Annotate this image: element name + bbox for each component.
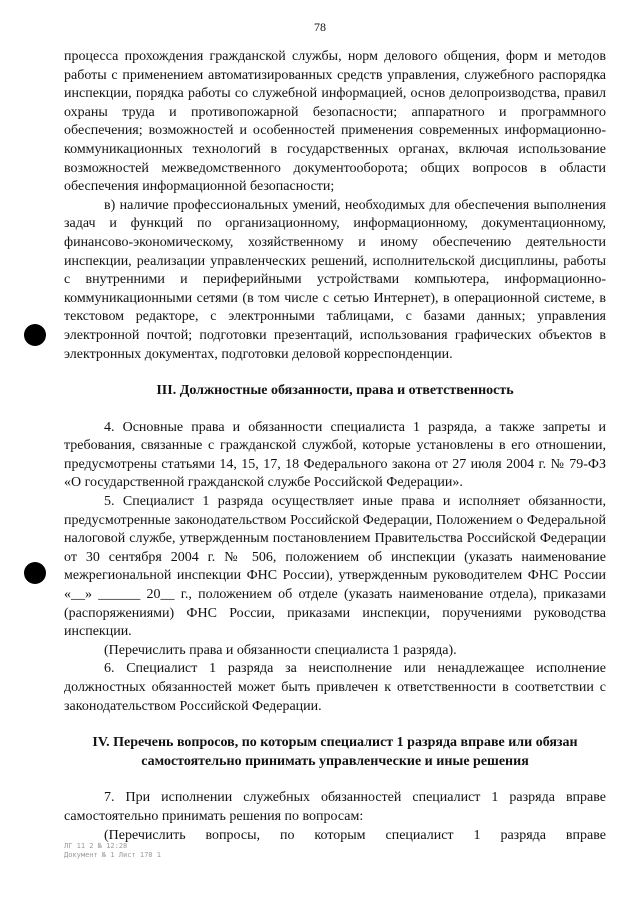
page-number: 78 xyxy=(314,20,326,34)
document-body xyxy=(64,48,606,845)
paragraph-5: 5. Специалист 1 разряда осуществляет иные права и исполняет обязанности, предусмотренные законодательством Российской Федерации, Положением о Федеральной налоговой службе, утвержденным постановлением Правительства Российской Федерации от 30 сентября 2004 г. № 506, положением об инспекции (указать наименование межрегиональной инспекции ФНС России), утвержденным руководителем ФНС России «__» ______ 20__ г., положением об отделе (указать наименование отдела), приказами (распоряжениями) ФНС России, приказами инспекции, поручениями руководства инспекции. xyxy=(64,494,606,640)
punch-hole-upper xyxy=(24,324,46,346)
paragraph-6: 6. Специалист 1 разряда за неисполнение или ненадлежащее исполнение должностных обязанностей может быть привлечен к ответственности в соответствии с законодательством Российской Федерации. xyxy=(64,661,606,714)
print-stamp xyxy=(64,842,161,860)
section-4-heading: IV. Перечень вопросов, по которым специалист 1 разряда вправе или обязан самостоятельно принимать управленческие и иные решения xyxy=(92,735,578,769)
paragraph-skills: в) наличие профессиональных умений, необходимых для обеспечения выполнения задач и функций по организационному, информационному, документационному, финансово-экономическому, хозяйственному и иному обеспечению деятельности инспекции, реализации управленческих решений, исполнительской дисциплины, работы с внутренними и периферийными устройствами компьютера, информационно-коммуникационными сетями (в том числе с сетью Интернет), в операционной системе, в текстовом редакторе, с электронными таблицами, с базами данных; управления электронной почтой; подготовки презентаций, использования графических объектов в электронных документах, подготовки деловой корреспонденции. xyxy=(64,197,606,362)
paragraph-4: 4. Основные права и обязанности специалиста 1 разряда, а также запреты и требования, связанные с гражданской службой, которые установлены в его отношении, предусмотрены статьями 14, 15, 17, 18 Федерального закона от 27 июля 2004 г. № 79-ФЗ «О государственной гражданской службе Российской Федерации». xyxy=(64,419,606,491)
print-stamp-line: Документ № 1 Лист 178 1 xyxy=(64,851,161,859)
paragraph-knowledge-continued: процесса прохождения гражданской службы, норм делового общения, форм и методов работы с применением автоматизированных средств управления, служебного распорядка инспекции, порядка работы со служебной информацией, основ делопроизводства, правил охраны труда и противопожарной безопасности; аппаратного и программного обеспечения; возможностей и особенностей применения современных информационно-коммуникационных технологий в государственных органах, включая использование возможностей межведомственного документооборота; общих вопросов в области обеспечения информационной безопасности; xyxy=(64,49,606,195)
section-3-heading: III. Должностные обязанности, права и ответственность xyxy=(156,383,514,399)
paragraph-7: 7. При исполнении служебных обязанностей специалист 1 разряда вправе самостоятельно принимать решения по вопросам: xyxy=(64,790,606,824)
punch-hole-lower xyxy=(24,562,46,584)
paragraph-5-note: (Перечислить права и обязанности специалиста 1 разряда). xyxy=(104,642,457,658)
print-stamp-line: ЛГ 11 2 № 12:28 xyxy=(64,842,128,850)
paragraph-7-note: (Перечислить вопросы, по которым специалист 1 разряда вправе xyxy=(104,827,606,843)
